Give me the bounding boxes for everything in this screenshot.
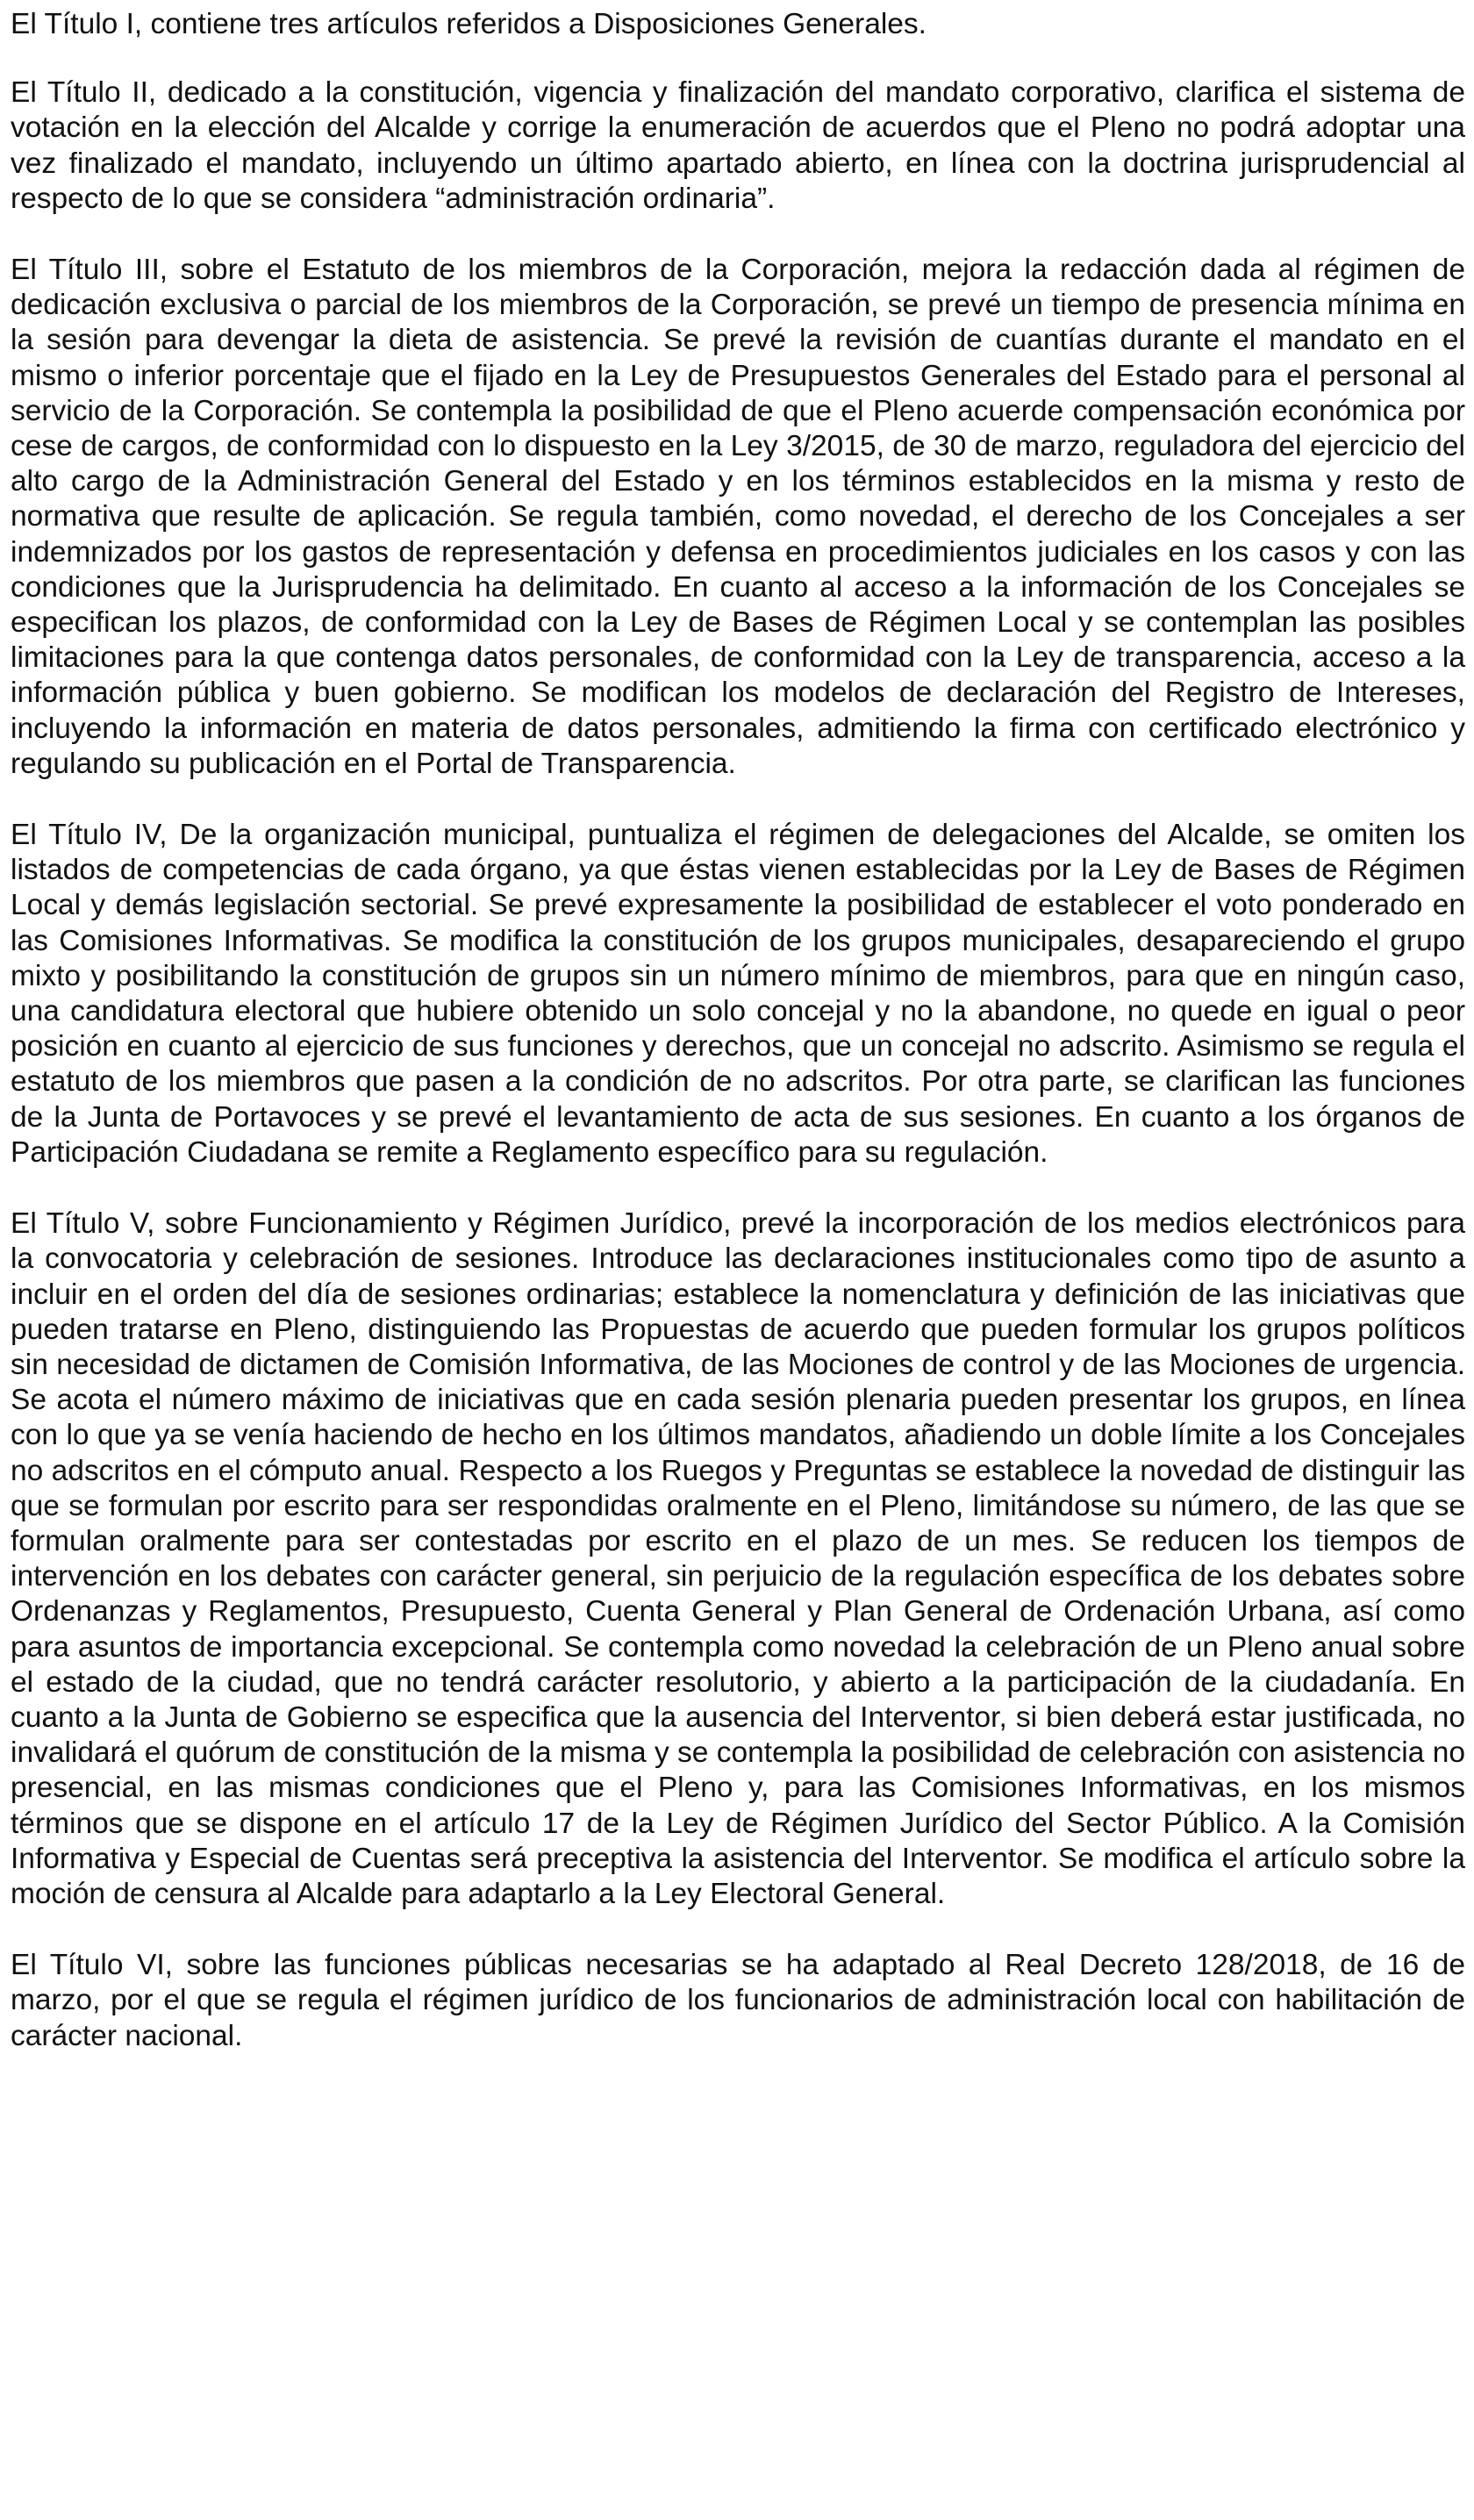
paragraph-titulo-ii: El Título II, dedicado a la constitución, vigencia y finalización del mandato corporativo, clarifica el sistema de votación en la elección del Alcalde y corrige la enumeración de acuerdos que el Pleno no podrá adoptar una vez finalizado el mandato, incluyendo un último apartado abierto, en línea con la doctrina jurisprudencial al respecto de lo que se considera “administración ordinaria”.: [11, 76, 1465, 215]
paragraph-titulo-v: El Título V, sobre Funcionamiento y Régimen Jurídico, prevé la incorporación de los medios electrónicos para la convocatoria y celebración de sesiones. Introduce las declaraciones institucionales como tipo de asunto a incluir en el orden del día de sesiones ordinarias; establece la nomenclatura y definición de las iniciativas que pueden tratarse en Pleno, distinguiendo las Propuestas de acuerdo que pueden formular los grupos políticos sin necesidad de dictamen de Comisión Informativa, de las Mociones de control y de las Mociones de urgencia. Se acota el número máximo de iniciativas que en cada sesión plenaria pueden presentar los grupos, en línea con lo que ya se venía haciendo de hecho en los últimos mandatos, añadiendo un doble límite a los Concejales no adscritos en el cómputo anual. Respecto a los Ruegos y Preguntas se establece la novedad de distinguir las que se formulan por escrito para ser respondidas oralmente en el Pleno, limitándose su número, de las que se formulan oralmente para ser contestadas por escrito en el plazo de un mes. Se reducen los tiempos de intervención en los debates con carácter general, sin perjuicio de la regulación específica de los debates sobre Ordenanzas y Reglamentos, Presupuesto, Cuenta General y Plan General de Ordenación Urbana, así como para asuntos de importancia excepcional. Se contempla como novedad la celebración de un Pleno anual sobre el estado de la ciudad, que no tendrá carácter resolutorio, y abierto a la participación de la ciudadanía. En cuanto a la Junta de Gobierno se especifica que la ausencia del Interventor, si bien deberá estar justificada, no invalidará el quórum de constitución de la misma y se contempla la posibilidad de celebración con asistencia no presencial, en las mismas condiciones que el Pleno y, para las Comisiones Informativas, en los mismos términos que se dispone en el artículo 17 de la Ley de Régimen Jurídico del Sector Público. A la Comisión Informativa y Especial de Cuentas será preceptiva la asistencia del Interventor. Se modifica el artículo sobre la moción de censura al Alcalde para adaptarlo a la Ley Electoral General.: [11, 1207, 1465, 1910]
document-page: [11, 7, 1465, 2090]
paragraph-titulo-iv: El Título IV, De la organización municipal, puntualiza el régimen de delegaciones del Alcalde, se omiten los listados de competencias de cada órgano, ya que éstas vienen establecidas por la Ley de Bases de Régimen Local y demás legislación sectorial. Se prevé expresamente la posibilidad de establecer el voto ponderado en las Comisiones Informativas. Se modifica la constitución de los grupos municipales, desapareciendo el grupo mixto y posibilitando la constitución de grupos sin un número mínimo de miembros, para que en ningún caso, una candidatura electoral que hubiere obtenido un solo concejal y no la abandone, no quede en igual o peor posición en cuanto al ejercicio de sus funciones y derechos, que un concejal no adscrito. Asimismo se regula el estatuto de los miembros que pasen a la condición de no adscritos. Por otra parte, se clarifican las funciones de la Junta de Portavoces y se prevé el levantamiento de acta de sus sesiones. En cuanto a los órganos de Participación Ciudadana se remite a Reglamento específico para su regulación.: [11, 819, 1465, 1169]
paragraph-titulo-iii: El Título III, sobre el Estatuto de los miembros de la Corporación, mejora la redacción dada al régimen de dedicación exclusiva o parcial de los miembros de la Corporación, se prevé un tiempo de presencia mínima en la sesión para devengar la dieta de asistencia. Se prevé la revisión de cuantías durante el mandato en el mismo o inferior porcentaje que el fijado en la Ley de Presupuestos Generales del Estado para el personal al servicio de la Corporación. Se contempla la posibilidad de que el Pleno acuerde compensación económica por cese de cargos, de conformidad con lo dispuesto en la Ley 3/2015, de 30 de marzo, reguladora del ejercicio del alto cargo de la Administración General del Estado y en los términos establecidos en la misma y resto de normativa que resulte de aplicación. Se regula también, como novedad, el derecho de los Concejales a ser indemnizados por los gastos de representación y defensa en procedimientos judiciales en los casos y con las condiciones que la Jurisprudencia ha delimitado. En cuanto al acceso a la información de los Concejales se especifican los plazos, de conformidad con la Ley de Bases de Régimen Local y se contemplan las posibles limitaciones para la que contenga datos personales, de conformidad con la Ley de transparencia, acceso a la información pública y buen gobierno. Se modifican los modelos de declaración del Registro de Intereses, incluyendo la información en materia de datos personales, admitiendo la firma con certificado electrónico y regulando su publicación en el Portal de Transparencia.: [11, 254, 1465, 780]
paragraph-titulo-i: El Título I, contiene tres artículos referidos a Disposiciones Generales.: [11, 8, 927, 40]
paragraph-titulo-vi: El Título VI, sobre las funciones públicas necesarias se ha adaptado al Real Decreto 128/2018, de 16 de marzo, por el que se regula el régimen jurídico de los funcionarios de administración local con habilitación de carácter nacional.: [11, 1949, 1465, 2052]
